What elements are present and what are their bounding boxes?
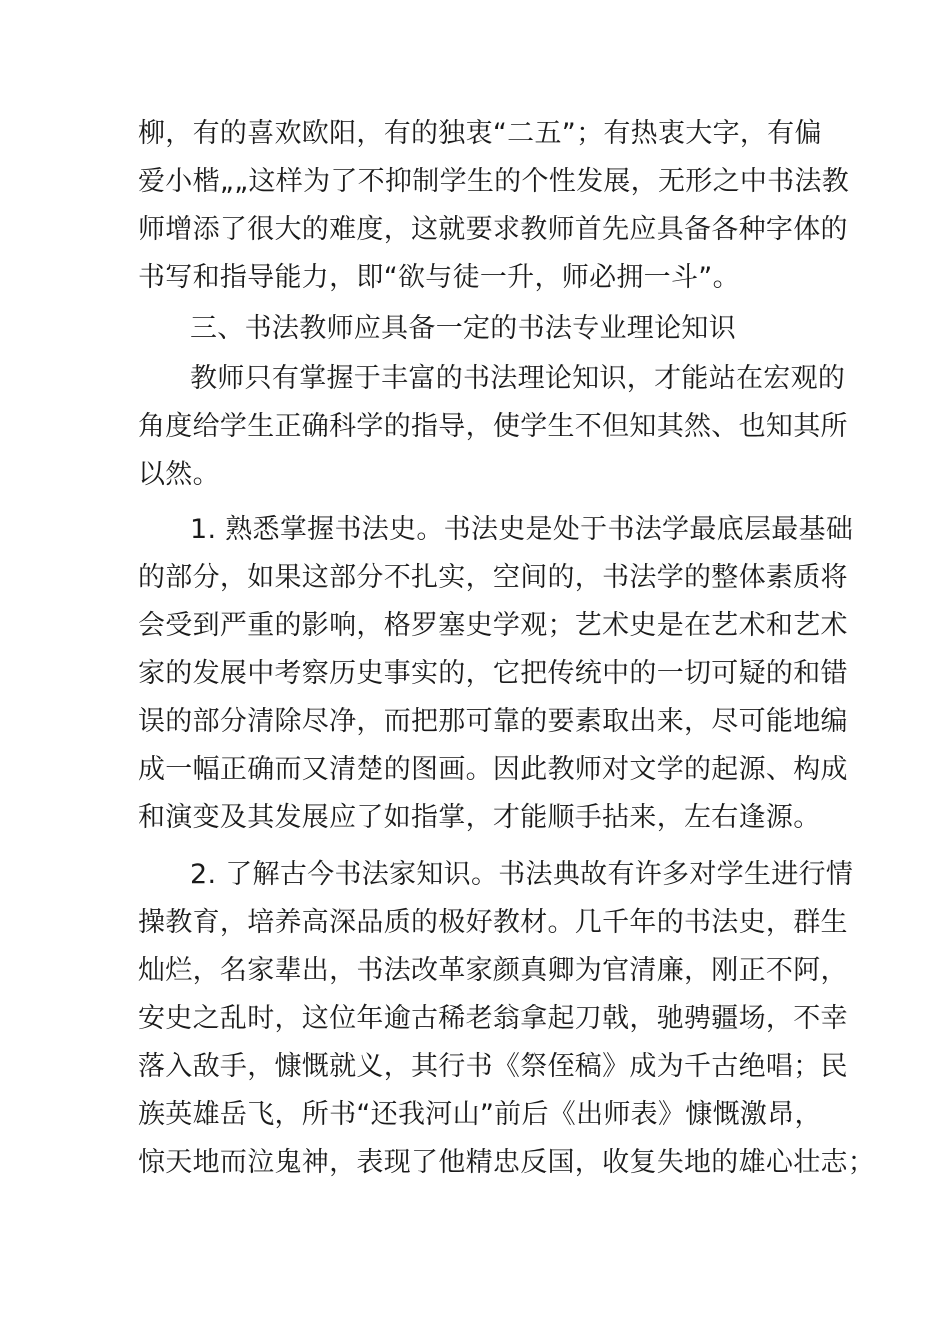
paragraph-1-line-2: 爱小楷„„这样为了不抑制学生的个性发展，无形之中书法教 (138, 166, 850, 197)
item-2-line-4: 安史之乱时，这位年逾古稀老翁拿起刀戟，驰骋疆场，不幸 (138, 1003, 848, 1034)
item-1-line-2: 的部分，如果这部分不扎实，空间的，书法学的整体素质将 (138, 562, 848, 593)
item-2-line-7: 惊天地而泣鬼神，表现了他精忠反国，收复失地的雄心壮志； (138, 1147, 876, 1178)
item-2-line-1: 2. 了解古今书法家知识。书法典故有许多对学生进行情 (190, 859, 854, 890)
item-1-line-1: 1. 熟悉掌握书法史。书法史是处于书法学最底层最基础 (190, 514, 854, 545)
item-2-line-3: 灿烂，名家辈出，书法改革家颜真卿为官清廉，刚正不阿， (138, 955, 848, 986)
item-1-line-4: 家的发展中考察历史事实的，它把传统中的一切可疑的和错 (138, 658, 848, 689)
paragraph-2-line-3: 以然。 (138, 459, 220, 490)
paragraph-2-line-2: 角度给学生正确科学的指导，使学生不但知其然、也知其所 (138, 411, 848, 442)
item-1-line-7: 和演变及其发展应了如指掌，才能顺手拈来，左右逢源。 (138, 802, 821, 833)
paragraph-1-line-1: 柳，有的喜欢欧阳，有的独衷“二五”；有热衷大字，有偏 (138, 118, 822, 149)
item-2-line-2: 操教育，培养高深品质的极好教材。几千年的书法史，群生 (138, 907, 848, 938)
item-1-line-5: 误的部分清除尽净，而把那可靠的要素取出来，尽可能地编 (138, 706, 848, 737)
item-1-line-3: 会受到严重的影响，格罗塞史学观；艺术史是在艺术和艺术 (138, 610, 848, 641)
item-2-line-5: 落入敌手，慷慨就义，其行书《祭侄稿》成为千古绝唱；民 (138, 1051, 848, 1082)
item-2-line-6: 族英雄岳飞，所书“还我河山”前后《出师表》慷慨激昂， (138, 1099, 822, 1130)
item-1-line-6: 成一幅正确而又清楚的图画。因此教师对文学的起源、构成 (138, 754, 848, 785)
paragraph-1-line-4: 书写和指导能力，即“欲与徒一升，师必拥一斗”。 (138, 262, 740, 293)
paragraph-2-line-1: 教师只有掌握于丰富的书法理论知识，才能站在宏观的 (190, 363, 846, 394)
paragraph-1-line-3: 师增添了很大的难度，这就要求教师首先应具备各种字体的 (138, 214, 848, 245)
section-heading: 三、书法教师应具备一定的书法专业理论知识 (190, 313, 736, 344)
